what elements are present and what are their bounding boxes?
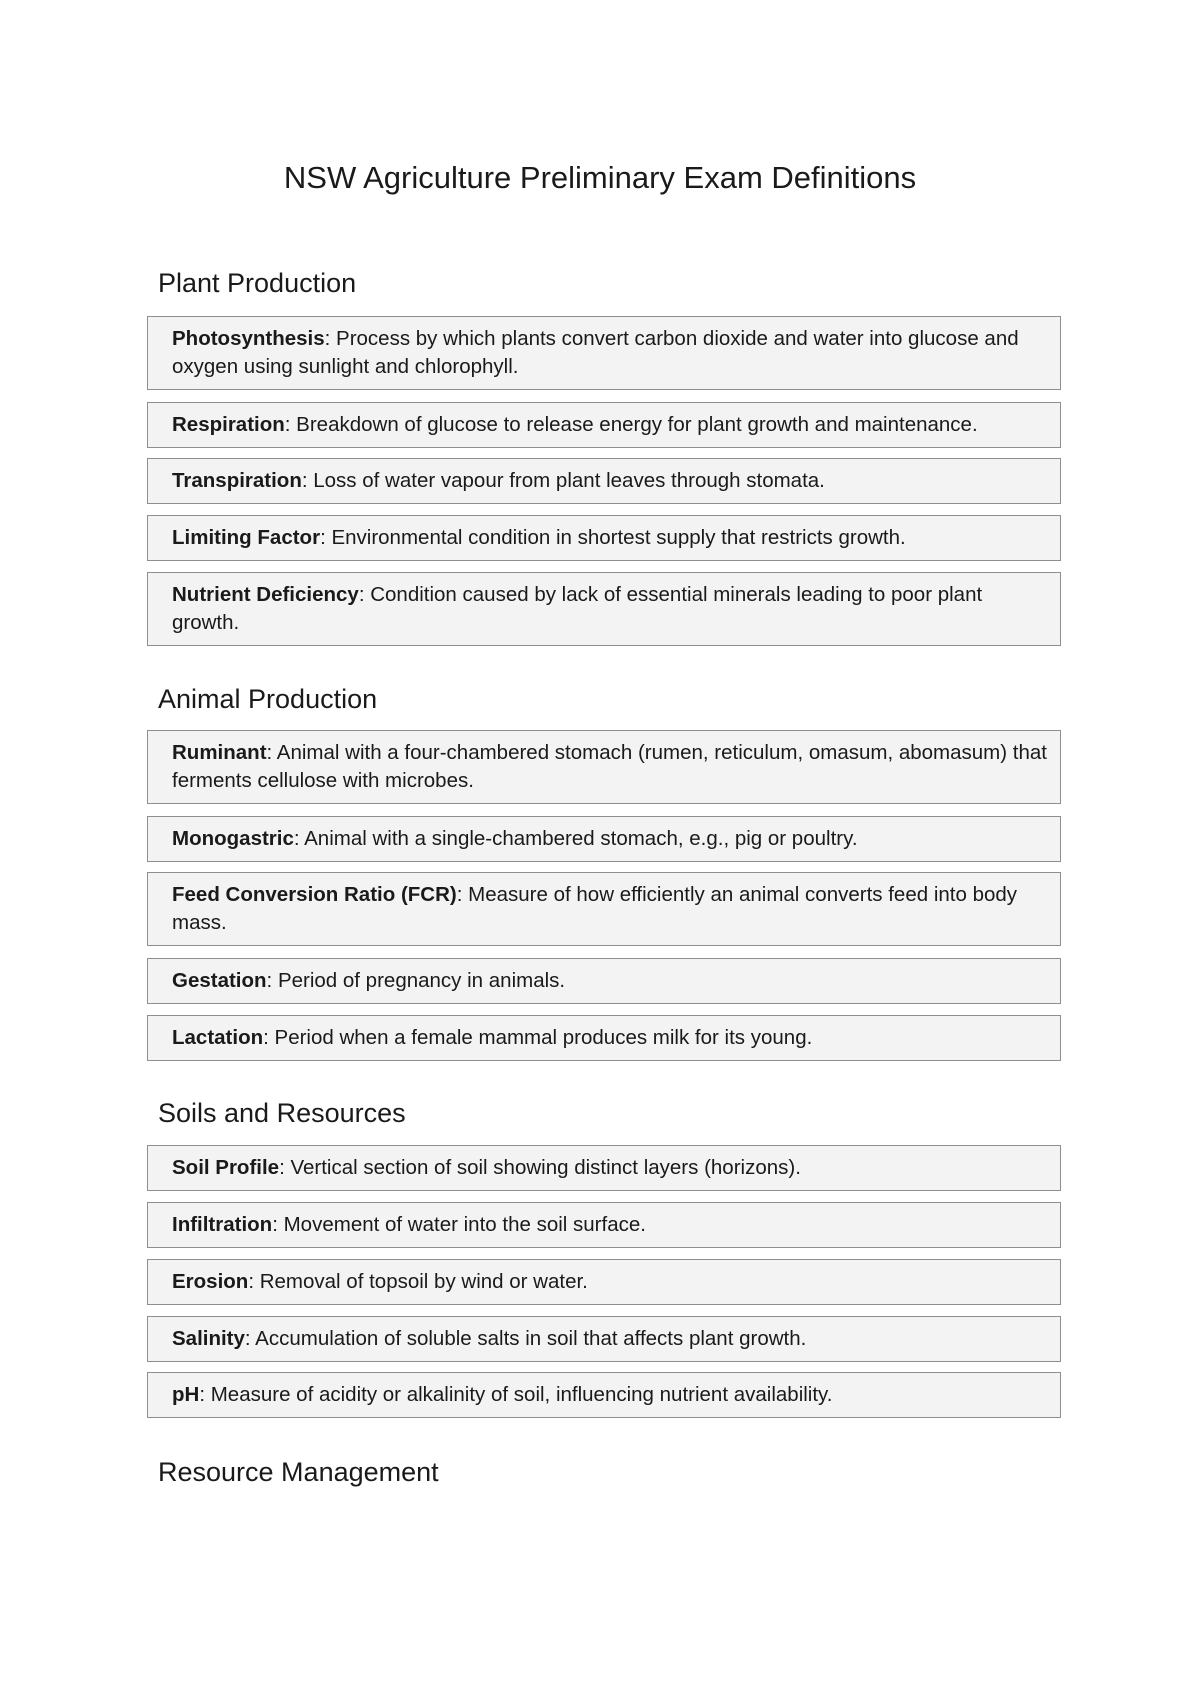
definition-term: Respiration xyxy=(172,413,285,436)
definition-nutrient-deficiency xyxy=(147,572,1061,646)
definition-term: Lactation xyxy=(172,1026,264,1049)
definition-photosynthesis xyxy=(147,316,1061,390)
definition-text: : Accumulation of soluble salts in soil that affects plant growth. xyxy=(244,1327,807,1350)
definition-text: : Period of pregnancy in animals. xyxy=(266,969,566,992)
definition-term: Nutrient Deficiency xyxy=(172,583,359,606)
definition-soil-profile xyxy=(147,1145,1061,1191)
definition-text: : Breakdown of glucose to release energy for plant growth and maintenance. xyxy=(284,413,978,436)
definition-term: Salinity xyxy=(172,1327,245,1350)
definition-infiltration xyxy=(147,1202,1061,1248)
definition-text: : Period when a female mammal produces milk for its young. xyxy=(263,1026,813,1049)
definition-salinity xyxy=(147,1316,1061,1362)
definition-text: : Removal of topsoil by wind or water. xyxy=(248,1270,588,1293)
definition-ruminant xyxy=(147,730,1061,804)
definition-text: : Animal with a single-chambered stomach, e.g., pig or poultry. xyxy=(293,827,858,850)
document-title: NSW Agriculture Preliminary Exam Definitions xyxy=(283,160,917,195)
definition-erosion xyxy=(147,1259,1061,1305)
definition-text: : Measure of how efficiently an animal converts feed into body mass. xyxy=(172,883,1018,934)
definition-term: Ruminant xyxy=(172,741,267,764)
definition-term: Transpiration xyxy=(172,469,302,492)
definition-term: Limiting Factor xyxy=(172,526,321,549)
definition-monogastric xyxy=(147,816,1061,862)
definition-term: pH xyxy=(172,1383,200,1406)
definition-text: : Measure of acidity or alkalinity of soil, influencing nutrient availability. xyxy=(199,1383,833,1406)
definition-text: : Vertical section of soil showing distinct layers (horizons). xyxy=(279,1156,801,1179)
section-heading-resource-management: Resource Management xyxy=(158,1457,439,1487)
definition-lactation xyxy=(147,1015,1061,1061)
definition-feed-conversion-ratio xyxy=(147,872,1061,946)
definition-term: Soil Profile xyxy=(172,1156,280,1179)
definition-gestation xyxy=(147,958,1061,1004)
definition-term: Feed Conversion Ratio (FCR) xyxy=(172,883,457,906)
definition-text: : Animal with a four-chambered stomach (rumen, reticulum, omasum, abomasum) that ferments cellulose with microbes. xyxy=(172,741,1047,792)
section-heading-soils-and-resources: Soils and Resources xyxy=(158,1098,406,1128)
definition-term: Infiltration xyxy=(172,1213,273,1236)
definition-limiting-factor xyxy=(147,515,1061,561)
definition-text: : Environmental condition in shortest supply that restricts growth. xyxy=(320,526,906,549)
section-heading-plant-production: Plant Production xyxy=(158,268,357,298)
section-heading-animal-production: Animal Production xyxy=(158,684,378,714)
definition-term: Monogastric xyxy=(172,827,294,850)
definition-term: Erosion xyxy=(172,1270,249,1293)
definition-respiration xyxy=(147,402,1061,448)
definition-term: Photosynthesis xyxy=(172,327,325,350)
definition-text: : Process by which plants convert carbon dioxide and water into glucose and oxygen using sunlight and chlorophyll. xyxy=(172,327,1019,378)
definition-transpiration xyxy=(147,458,1061,504)
definition-ph xyxy=(147,1372,1061,1418)
definition-text: : Condition caused by lack of essential minerals leading to poor plant growth. xyxy=(172,583,983,634)
definition-text: : Loss of water vapour from plant leaves through stomata. xyxy=(301,469,825,492)
definition-term: Gestation xyxy=(172,969,267,992)
definition-text: : Movement of water into the soil surface. xyxy=(272,1213,646,1236)
